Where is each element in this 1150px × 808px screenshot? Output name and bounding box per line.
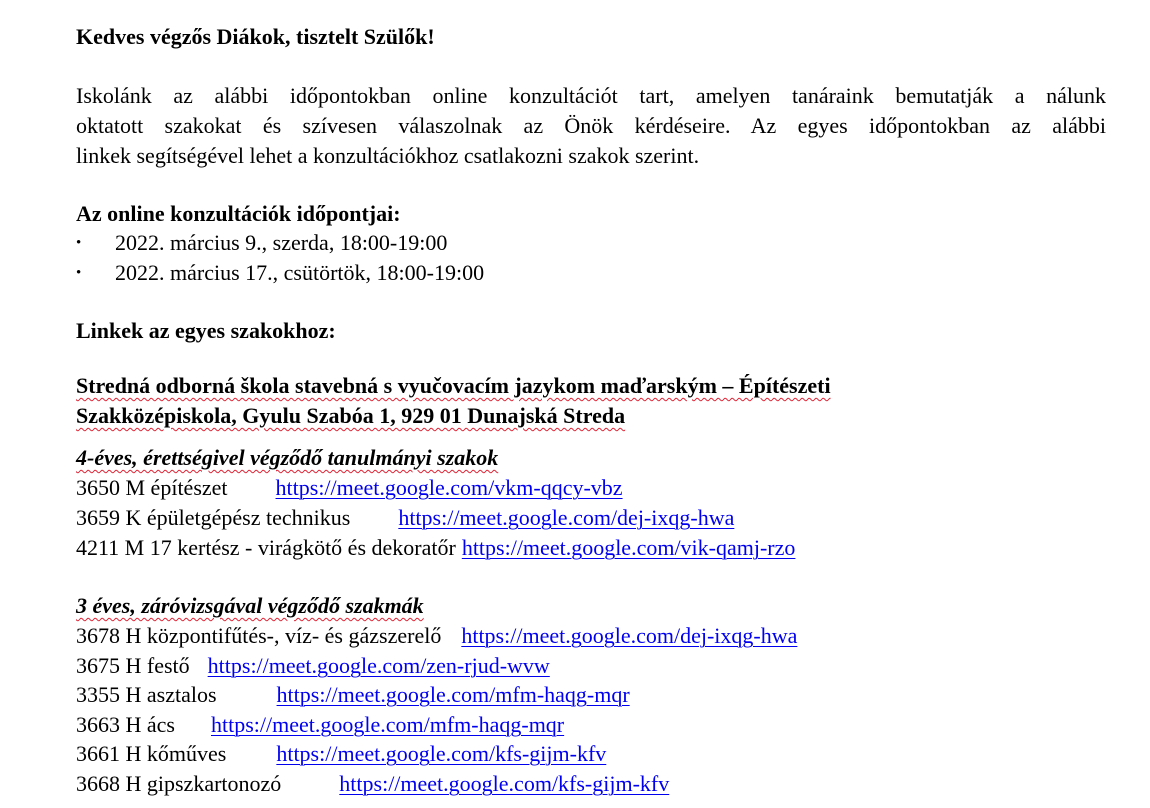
specialization-name: 3663 H ács xyxy=(76,712,175,737)
date-item: 2022. március 9., szerda, 18:00-19:00 xyxy=(115,230,448,255)
meet-link[interactable]: https://meet.google.com/kfs-gijm-kfv xyxy=(276,741,607,766)
specialization-name: 3668 H gipszkartonozó xyxy=(76,771,282,796)
bullet-icon: • xyxy=(76,235,82,251)
list-item xyxy=(76,473,623,503)
list-item xyxy=(76,769,669,799)
intro-line-1: Iskolánk az alábbi időpontokban online konzultációt tart, amelyen tanáraink bemutatják a nálunk xyxy=(76,83,1106,108)
meet-link[interactable]: https://meet.google.com/dej-ixqg-hwa xyxy=(398,505,735,530)
list-item xyxy=(76,680,630,710)
specialization-name: 3661 H kőműves xyxy=(76,741,227,766)
specialization-name: 3355 H asztalos xyxy=(76,682,217,707)
list-item xyxy=(76,710,564,740)
meet-link[interactable]: https://meet.google.com/zen-rjud-wvw xyxy=(207,653,550,678)
specialization-name: 3650 M építészet xyxy=(76,475,228,500)
meet-link[interactable]: https://meet.google.com/kfs-gijm-kfv xyxy=(339,771,670,796)
date-item: 2022. március 17., csütörtök, 18:00-19:00 xyxy=(115,260,485,285)
intro-line-2: oktatott szakokat és szívesen válaszolnak az Önök kérdéseire. Az egyes időpontokban az alábbi xyxy=(76,113,1106,138)
specialization-name: 3659 K épületgépész technikus xyxy=(76,505,351,530)
meet-link[interactable]: https://meet.google.com/mfm-haqg-mqr xyxy=(210,712,565,737)
specialization-name: 3675 H festő xyxy=(76,653,190,678)
specialization-name: 4211 M 17 kertész - virágkötő és dekoratőr xyxy=(76,535,456,560)
dates-heading: Az online konzultációk időpontjai: xyxy=(76,201,401,226)
section-4-heading: 4-éves, érettségivel végződő tanulmányi szakok xyxy=(76,445,499,470)
meet-link[interactable]: https://meet.google.com/vik-qamj-rzo xyxy=(461,535,796,560)
school-name-line-1: Stredná odborná škola stavebná s vyučovacím jazykom maďarským – Építészeti xyxy=(76,373,831,398)
list-item xyxy=(76,533,795,563)
intro-line-3: linkek segítségével lehet a konzultációkhoz csatlakozni szakok szerint. xyxy=(76,143,700,168)
list-item xyxy=(76,621,797,651)
list-item xyxy=(76,651,550,681)
list-item xyxy=(76,503,734,533)
list-item xyxy=(76,739,606,769)
specialization-name: 3678 H központifűtés-, víz- és gázszerelő xyxy=(76,623,442,648)
greeting: Kedves végzős Diákok, tisztelt Szülők! xyxy=(76,24,435,49)
links-heading: Linkek az egyes szakokhoz: xyxy=(76,318,336,343)
section-3-heading: 3 éves, záróvizsgával végződő szakmák xyxy=(76,593,424,618)
school-name-line-2: Szakközépiskola, Gyulu Szabóa 1, 929 01 Dunajská Streda xyxy=(76,403,626,428)
meet-link[interactable]: https://meet.google.com/vkm-qqcy-vbz xyxy=(275,475,623,500)
meet-link[interactable]: https://meet.google.com/mfm-haqg-mqr xyxy=(276,682,630,707)
bullet-icon: • xyxy=(76,265,82,281)
meet-link[interactable]: https://meet.google.com/dej-ixqg-hwa xyxy=(461,623,798,648)
